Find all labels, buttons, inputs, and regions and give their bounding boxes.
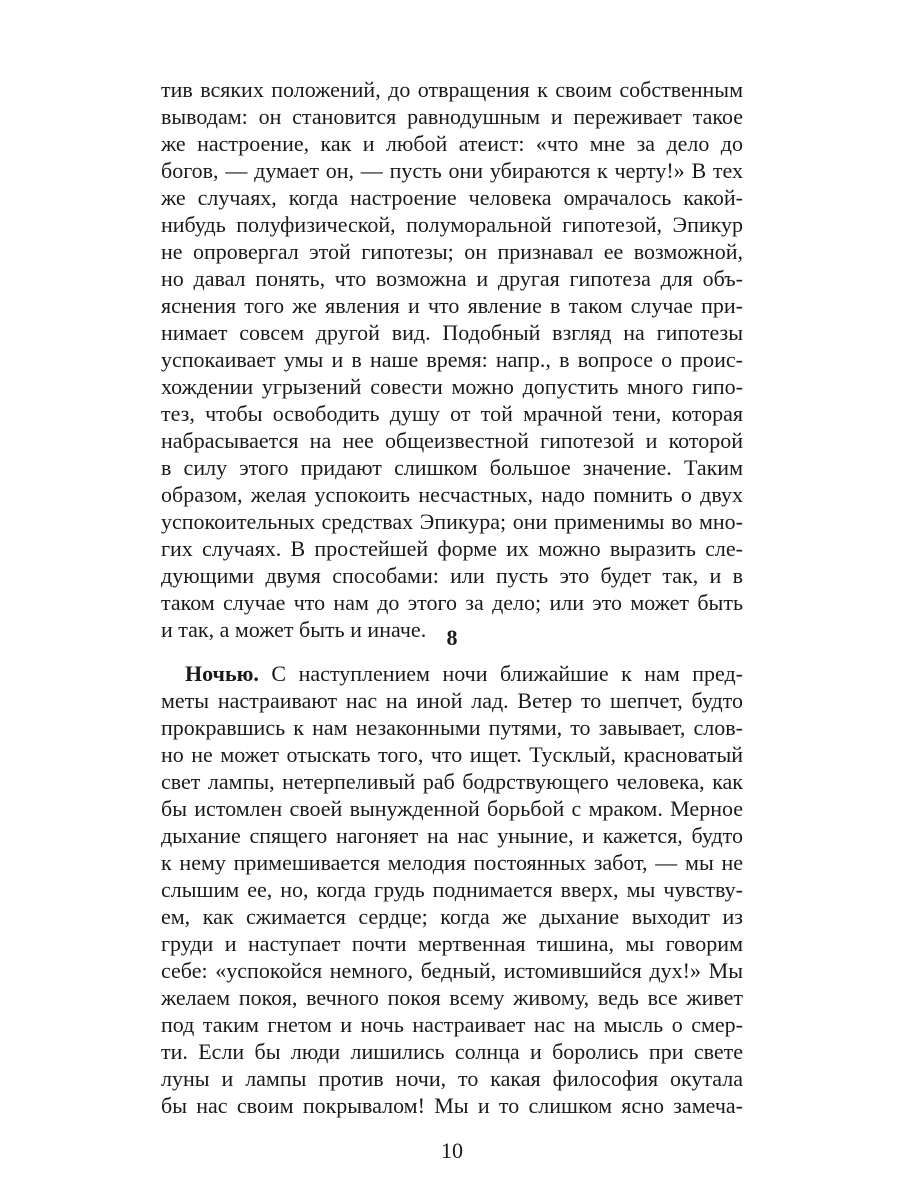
text-line: тив всяких положений, до отвращения к своим собственным bbox=[161, 77, 743, 102]
text-line: меты настраивают нас на иной лад. Ветер то шепчет, будто bbox=[161, 688, 743, 713]
text-line: нибудь полуфизической, полуморальной гипотезой, Эпикур bbox=[161, 212, 743, 237]
text-line: выводам: он становится равнодушным и переживает такое bbox=[161, 104, 743, 129]
text-line: дующими двумя способами: или пусть это будет так, и в bbox=[161, 563, 743, 588]
text-line: успокоительных средствах Эпикура; они применимы во мно- bbox=[161, 509, 743, 534]
section-number: 8 bbox=[446, 625, 458, 650]
text-line: гих случаях. В простейшей форме их можно выразить сле- bbox=[161, 536, 743, 561]
text-line: ти. Если бы люди лишились солнца и боролись при свете bbox=[161, 1039, 743, 1064]
text-line: луны и лампы против ночи, то какая философия окутала bbox=[161, 1066, 743, 1091]
text-line: бы истомлен своей вынужденной борьбой с мраком. Мерное bbox=[161, 796, 743, 821]
text-line: же настроение, как и любой атеист: «что мне за дело до bbox=[161, 131, 743, 156]
section-paragraph bbox=[161, 660, 743, 1119]
text-line: дыхание спящего нагоняет на нас уныние, и кажется, будто bbox=[161, 823, 743, 848]
text-line: прокравшись к нам незаконными путями, то завывает, слов- bbox=[161, 715, 743, 740]
text-line: свет лампы, нетерпеливый раб бодрствующего человека, как bbox=[161, 769, 743, 794]
text-line: бы нас своим покрывалом! Мы и то слишком ясно замеча- bbox=[161, 1093, 743, 1118]
first-line-text: С наступлением ночи ближайшие к нам пред- bbox=[258, 661, 743, 686]
first-line bbox=[161, 660, 743, 687]
text-line: и так, а может быть и иначе. bbox=[161, 617, 427, 642]
text-line: хождении угрызений совести можно допустить много гипо- bbox=[161, 374, 743, 399]
text-line: нимает совсем другой вид. Подобный взгляд на гипотезы bbox=[161, 320, 743, 345]
text-line: набрасывается на нее общеизвестной гипотезой и которой bbox=[161, 428, 743, 453]
text-line: не опровергал этой гипотезы; он признавал ее возможной, bbox=[161, 239, 743, 264]
text-line: но не может отыскать того, что ищет. Тусклый, красноватый bbox=[161, 742, 743, 767]
text-line: в силу этого придают слишком большое значение. Таким bbox=[161, 455, 743, 480]
text-line: ем, как сжимается сердце; когда же дыхание выходит из bbox=[161, 904, 743, 929]
text-line: к нему примешивается мелодия постоянных забот, — мы не bbox=[161, 850, 743, 875]
paragraph-continued bbox=[161, 76, 743, 643]
text-line: успокаивает умы и в наше время: напр., в вопросе о проис- bbox=[161, 347, 743, 372]
text-line: богов, — думает он, — пусть они убираются к черту!» В тех bbox=[161, 158, 743, 183]
text-line: под таким гнетом и ночь настраивает нас на мысль о смер- bbox=[161, 1012, 743, 1037]
text-line: тез, чтобы освободить душу от той мрачной тени, которая bbox=[161, 401, 743, 426]
text-line: но давал понять, что возможна и другая гипотеза для объ- bbox=[161, 266, 743, 291]
text-line: желаем покоя, вечного покоя всему живому, ведь все живет bbox=[161, 985, 743, 1010]
text-line: груди и наступает почти мертвенная тишина, мы говорим bbox=[161, 931, 743, 956]
text-line: себе: «успокойся немного, бедный, истомившийся дух!» Мы bbox=[161, 958, 743, 983]
text-line: яснения того же явления и что явление в таком случае при- bbox=[161, 293, 743, 318]
text-line: таком случае что нам до этого за дело; или это может быть bbox=[161, 590, 743, 615]
text-line: слышим ее, но, когда грудь поднимается вверх, мы чувству- bbox=[161, 877, 743, 902]
page-number: 10 bbox=[441, 1138, 463, 1163]
section-lead-heading: Ночью. bbox=[185, 661, 259, 686]
text-line: образом, желая успокоить несчастных, надо помнить о двух bbox=[161, 482, 743, 507]
text-line: же случаях, когда настроение человека омрачалось какой- bbox=[161, 185, 743, 210]
